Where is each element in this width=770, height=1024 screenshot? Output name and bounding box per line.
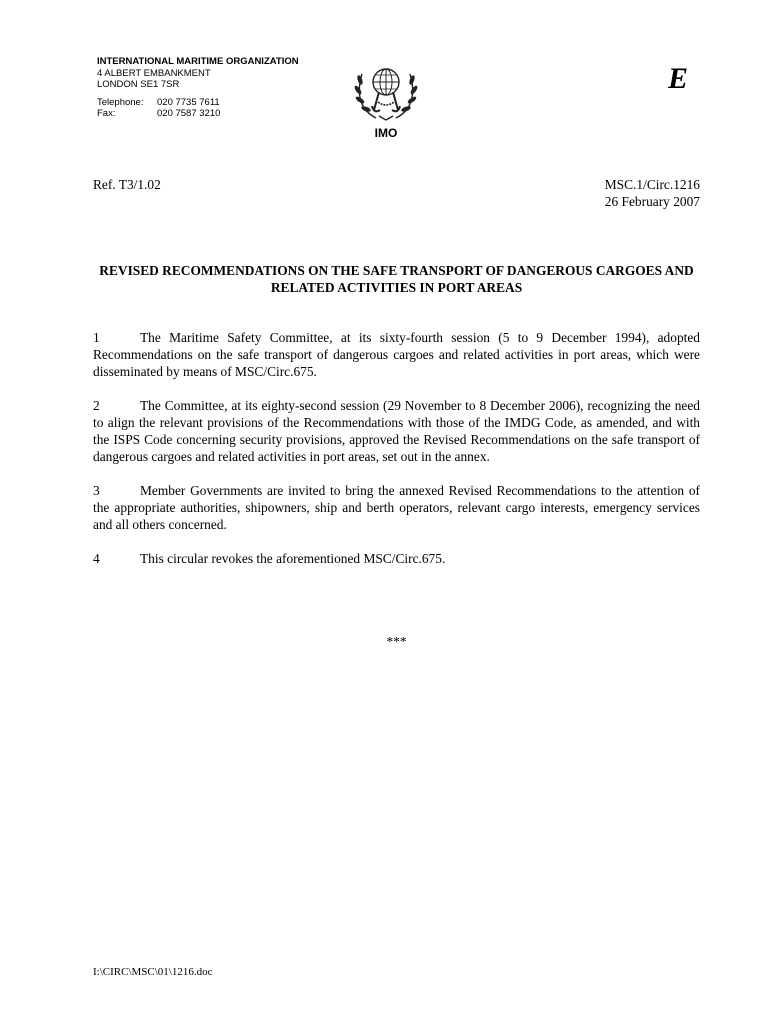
paragraph [93,482,700,533]
paragraph-text: The Maritime Safety Committee, at its sixty-fourth session (5 to 9 December 1994), adopted Recommendations on the safe transport of dangerous cargoes and related activities in port areas, which were disseminated by means of MSC/Circ.675. [93,330,700,379]
reference-number: Ref. T3/1.02 [93,177,161,192]
imo-logo-label: IMO [374,126,398,140]
paragraph-text: Member Governments are invited to bring the annexed Revised Recommendations to the attention of the appropriate authorities, shipowners, ship and berth operators, relevant cargo interests, emergency services and all others concerned. [93,483,700,532]
paragraph [93,550,700,567]
fax-label: Fax: [97,108,116,119]
document-date: 26 February 2007 [604,194,700,209]
document-body [93,329,700,584]
document-title: REVISED RECOMMENDATIONS ON THE SAFE TRANSPORT OF DANGEROUS CARGOES AND RELATED ACTIVITIES IN PORT AREAS [99,263,694,295]
organization-address-block [97,56,299,120]
organization-name: INTERNATIONAL MARITIME ORGANIZATION [97,56,299,67]
circular-number: MSC.1/Circ.1216 [604,177,700,192]
paragraph [93,397,700,465]
address-line-2: LONDON SE1 7SR [97,79,180,90]
telephone-value: 020 7735 7611 [157,96,220,108]
paragraph-text: This circular revokes the aforementioned MSC/Circ.675. [140,551,446,566]
file-path-footer: I:\CIRC\MSC\01\1216.doc [93,966,213,978]
imo-emblem-icon [346,58,426,124]
language-indicator: E [668,62,689,95]
telephone-row [97,97,299,109]
paragraph-number: 1 [93,330,100,345]
paragraph-text: The Committee, at its eighty-second session (29 November to 8 December 2006), recognizing the need to align the relevant provisions of the Recommendations with those of the IMDG Code, as amended, and with the ISPS Code concerning security provisions, approved the Revised Recommendations on the safe transport of dangerous cargoes and related activities in port areas, set out in the annex. [93,398,700,464]
paragraph-number: 4 [93,551,100,566]
telephone-label: Telephone: [97,96,144,108]
address-line-1: 4 ALBERT EMBANKMENT [97,67,211,79]
document-reference-block [605,176,700,210]
paragraph-number: 3 [93,483,100,498]
fax-value: 020 7587 3210 [157,108,221,119]
paragraph [93,329,700,380]
paragraph-number: 2 [93,398,100,413]
fax-row [97,108,299,120]
section-separator: *** [386,634,407,649]
